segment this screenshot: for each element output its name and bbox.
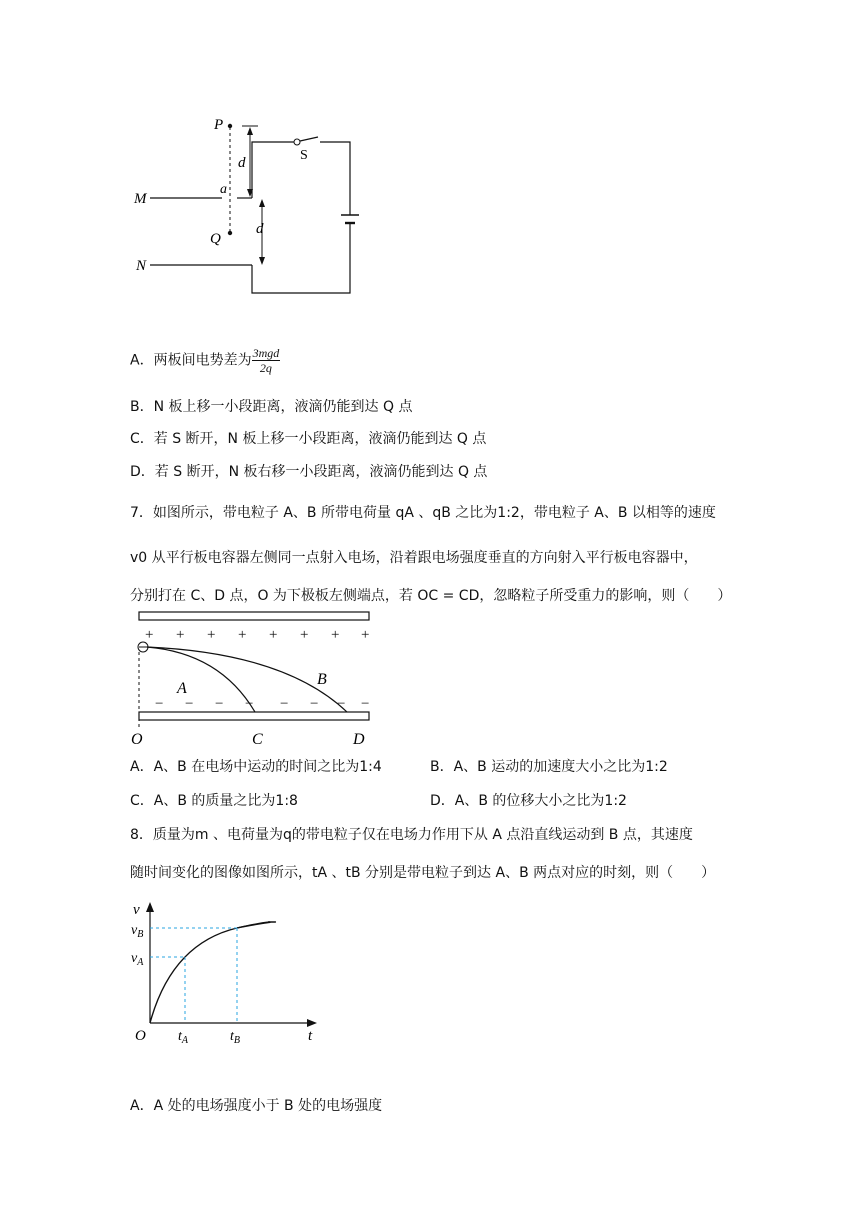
q6-option-D: D．若 S 断开，N 板右移一小段距离，液滴仍能到达 Q 点 [130, 464, 488, 480]
subscript-A: A [137, 957, 144, 968]
fraction-denominator: 2q [259, 361, 272, 375]
q7-stem-line2: v0 从平行板电容器左侧同一点射入电场，沿着跟电场强度垂直的方向射入平行板电容器中， [130, 550, 698, 566]
label-N: N [136, 258, 147, 274]
plus-sign: + [207, 627, 216, 643]
point-Q [228, 231, 232, 235]
label-Q: Q [210, 231, 221, 247]
minus-sign: − [337, 696, 346, 712]
fraction [252, 346, 281, 375]
label-v: v [133, 902, 140, 918]
plus-sign: + [361, 627, 370, 643]
y-axis-arrow-icon [146, 902, 154, 912]
circuit-figure [120, 105, 370, 305]
minus-sign: − [245, 696, 254, 712]
plus-sign: + [300, 627, 309, 643]
label-a: a [220, 182, 227, 197]
label-d1: d [238, 155, 246, 171]
label-S: S [300, 148, 308, 163]
velocity-curve [150, 922, 275, 1023]
minus-sign: − [361, 696, 370, 712]
label-t: t [308, 1028, 313, 1044]
q6-option-B: B．N 板上移一小段距离，液滴仍能到达 Q 点 [130, 399, 413, 415]
label-P: P [214, 117, 224, 133]
q8-option-A: A．A 处的电场强度小于 B 处的电场强度 [130, 1098, 383, 1114]
q6-option-C: C．若 S 断开，N 板上移一小段距离，液滴仍能到达 Q 点 [130, 431, 487, 447]
minus-sign: − [155, 696, 164, 712]
subscript-B: B [233, 1035, 240, 1046]
q7-option-A: A．A、B 在电场中运动的时间之比为1:4 [130, 759, 382, 775]
q6-option-A-text: A．两板间电势差为 [130, 352, 252, 369]
q7-option-D: D．A、B 的位移大小之比为1:2 [430, 793, 627, 809]
wire-top [252, 142, 294, 198]
velocity-curve-tail [237, 922, 270, 928]
minus-sign: − [185, 696, 194, 712]
label-tB: $t_B$ [230, 1029, 240, 1046]
velocity-time-graph [125, 898, 335, 1048]
label-M: M [134, 191, 147, 207]
fraction-numerator: 3mgd [252, 346, 280, 360]
label-O: O [135, 1028, 146, 1044]
label-A: A [177, 680, 187, 697]
plus-sign: + [269, 627, 278, 643]
point-P [228, 124, 232, 128]
q7-stem-line1: 7．如图所示，带电粒子 A、B 所带电荷量 qA 、qB 之比为1:2，带电粒子 A、B 以相等的速度 [130, 505, 716, 521]
plus-signs [145, 627, 369, 643]
subscript-A: A [181, 1035, 188, 1046]
q7-stem-line3: 分别打在 C、D 点，O 为下极板左侧端点，若 OC = CD，忽略粒子所受重力的影响，则（ ） [130, 588, 732, 604]
label-D: D [353, 731, 365, 748]
q6-option-A [130, 346, 280, 375]
plus-sign: + [145, 627, 154, 643]
arrow-up-icon [247, 127, 253, 135]
wire-bottom [252, 223, 350, 293]
label-vB: $v_B$ [131, 923, 144, 940]
q7-option-B: B．A、B 运动的加速度大小之比为1:2 [430, 759, 668, 775]
capacitor-figure [125, 608, 385, 748]
label-vA: $v_A$ [131, 951, 144, 968]
arrow-up-icon [259, 199, 265, 207]
minus-sign: − [310, 696, 319, 712]
minus-sign: − [215, 696, 224, 712]
q8-stem-line2: 随时间变化的图像如图所示，tA 、tB 分别是带电粒子到达 A、B 两点对应的时刻，则（ ） [130, 865, 716, 881]
wire-right [320, 142, 350, 215]
arrow-down-icon [259, 257, 265, 265]
subscript-B: B [137, 929, 144, 940]
x-axis-arrow-icon [307, 1019, 317, 1027]
switch-contact [294, 139, 300, 145]
top-plate [139, 612, 369, 620]
plus-sign: + [238, 627, 247, 643]
plus-sign: + [331, 627, 340, 643]
minus-sign: − [280, 696, 289, 712]
label-C: C [252, 731, 263, 748]
q8-stem-line1: 8．质量为m 、电荷量为q的带电粒子仅在电场力作用下从 A 点沿直线运动到 B 点，其速度 [130, 827, 693, 843]
plus-sign: + [176, 627, 185, 643]
label-d2: d [256, 221, 264, 237]
label-tA: $t_A$ [178, 1029, 188, 1046]
switch-blade [300, 137, 318, 141]
label-O: O [131, 731, 143, 748]
q7-option-C: C．A、B 的质量之比为1:8 [130, 793, 298, 809]
label-B: B [317, 671, 327, 688]
bottom-plate [139, 712, 369, 720]
